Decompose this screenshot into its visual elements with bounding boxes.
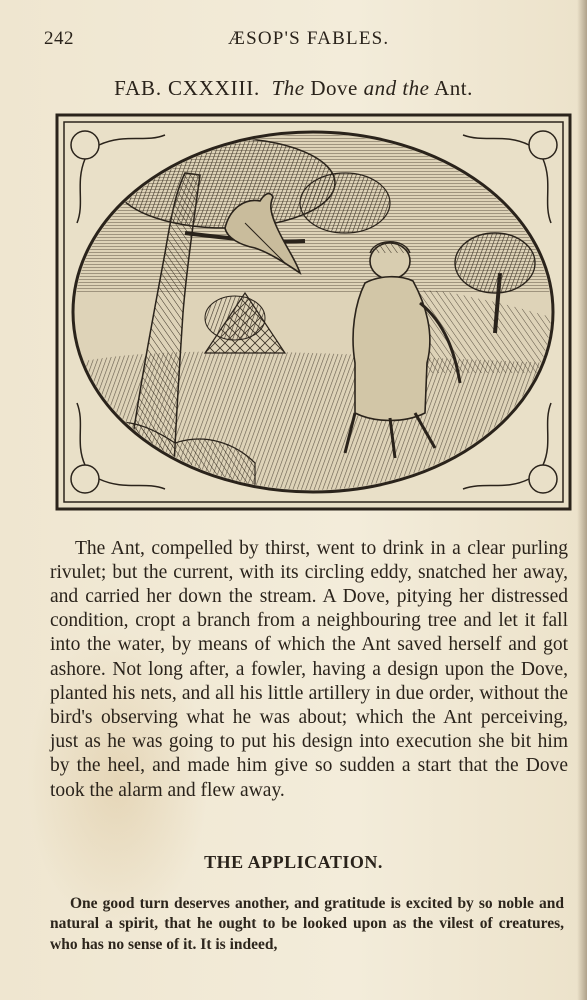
fable-title-ant: Ant. xyxy=(434,76,473,100)
woodcut-svg xyxy=(55,113,572,511)
page-number: 242 xyxy=(44,28,74,49)
fable-title-the: The xyxy=(271,76,305,100)
application-heading: THE APPLICATION. xyxy=(204,852,383,872)
running-head xyxy=(44,28,557,54)
fable-title-the2: the xyxy=(402,76,430,100)
application-text: One good turn deserves another, and gratitude is excited by so noble and natural a spirit, that he ought to be looked upon as the vilest of creatures, who has no sense of it. It is indeed, xyxy=(50,894,564,953)
fable-title-dove: Dove xyxy=(310,76,358,100)
fable-title xyxy=(0,76,587,101)
fable-number: FAB. CXXXIII. xyxy=(114,76,261,100)
page-edge-shadow xyxy=(577,0,587,1000)
running-title: ÆSOP'S FABLES. xyxy=(228,28,390,49)
fable-title-and: and xyxy=(363,76,397,100)
woodcut-illustration xyxy=(55,113,572,511)
fable-body-text: The Ant, compelled by thirst, went to drink in a clear purling rivulet; but the current, with its circling eddy, snatched her away, and carried her down the stream. A Dove, pitying her distressed condition, cropt a branch from a neighbouring tree and let it fall into the water, by means of which the Ant saved herself and got ashore. Not long after, a fowler, having a design upon the Dove, planted his nets, and all his little artillery in due order, without the bird's observing what he was about; which the Ant perceiving, just as he was going to put his design into execution she bit him by the heel, and made him give so sudden a start that the Dove took the alarm and flew away. xyxy=(50,537,568,801)
